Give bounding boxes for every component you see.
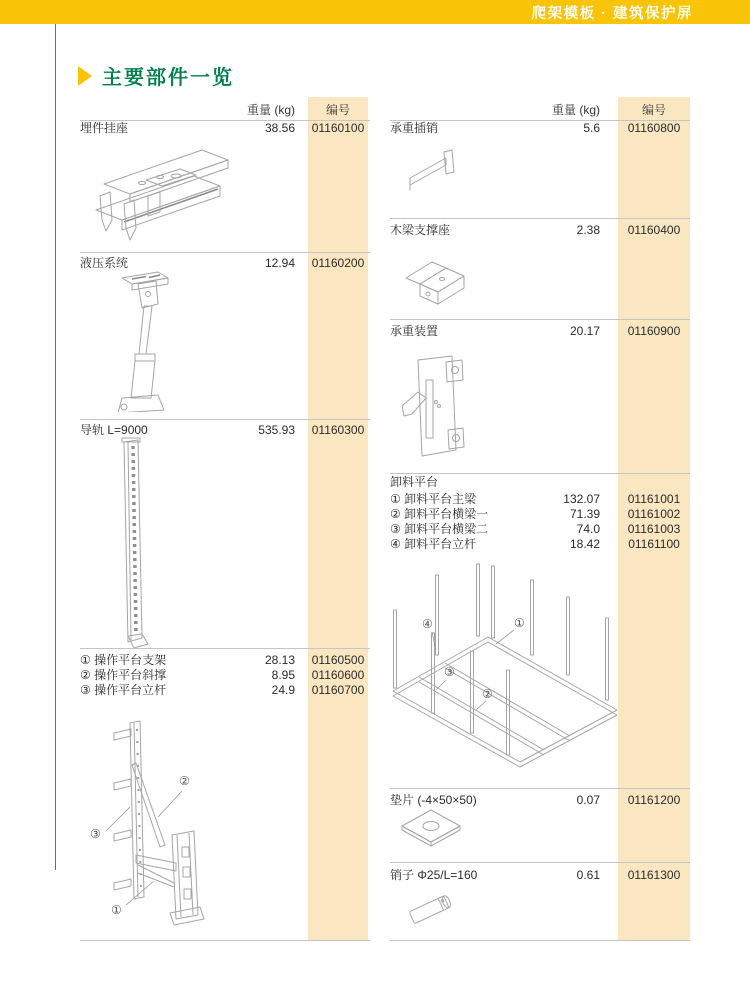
triangle-bullet-icon bbox=[78, 66, 92, 86]
drawing-annotation: ② bbox=[482, 687, 493, 701]
part-code: 01161300 bbox=[627, 868, 681, 882]
part-row bbox=[390, 522, 690, 537]
drawing-annotation: ① bbox=[111, 903, 122, 917]
part-code: 01160700 bbox=[311, 683, 365, 697]
part-weight: 0.07 bbox=[576, 793, 600, 807]
part-row bbox=[390, 793, 690, 808]
part-code: 01161003 bbox=[627, 522, 681, 536]
part-weight: 18.42 bbox=[569, 537, 600, 551]
part-row bbox=[80, 668, 370, 683]
embedded-hanger-bracket-drawing bbox=[84, 136, 244, 248]
shim-plate-drawing bbox=[400, 808, 462, 856]
part-name: 液压系统 bbox=[80, 256, 129, 270]
part-name: ③ 卸料平台横梁二 bbox=[390, 522, 489, 536]
drawing-annotation: ④ bbox=[422, 617, 433, 631]
part-weight: 132.07 bbox=[563, 492, 600, 506]
part-name: ① 卸料平台主梁 bbox=[390, 492, 477, 506]
part-code: 01160600 bbox=[311, 668, 365, 682]
part-code: 01161100 bbox=[628, 537, 680, 551]
part-row bbox=[80, 653, 370, 668]
divider bbox=[390, 940, 690, 941]
load-bearing-device-drawing bbox=[402, 350, 468, 462]
drawing-annotation: ③ bbox=[90, 827, 101, 841]
part-group-title-row bbox=[390, 475, 690, 490]
table-header-row bbox=[80, 97, 370, 120]
part-code: 01160300 bbox=[311, 423, 365, 437]
part-weight: 28.13 bbox=[264, 653, 295, 667]
column-header-weight: 重量 (kg) bbox=[551, 103, 600, 117]
part-name: 承重插销 bbox=[390, 121, 439, 135]
part-row bbox=[390, 868, 690, 883]
column-header-code: 编号 bbox=[325, 103, 350, 117]
part-row bbox=[390, 537, 690, 552]
part-code: 01161001 bbox=[627, 492, 681, 506]
guide-rail-drawing bbox=[102, 436, 164, 652]
part-weight: 24.9 bbox=[271, 683, 295, 697]
part-code: 01160100 bbox=[311, 121, 365, 135]
part-row bbox=[390, 507, 690, 522]
part-name: 木梁支撑座 bbox=[390, 223, 451, 237]
part-weight: 74.0 bbox=[576, 522, 600, 536]
divider bbox=[390, 862, 690, 863]
part-name: ① 操作平台支架 bbox=[80, 653, 167, 667]
part-row bbox=[390, 492, 690, 507]
part-name: 承重装置 bbox=[390, 324, 439, 338]
part-code: 01161200 bbox=[627, 793, 681, 807]
part-row bbox=[80, 683, 370, 698]
divider bbox=[390, 319, 690, 320]
left-margin-rule bbox=[55, 24, 56, 870]
part-weight: 2.38 bbox=[576, 223, 600, 237]
part-weight: 0.61 bbox=[576, 868, 600, 882]
part-row bbox=[80, 121, 370, 136]
divider bbox=[390, 473, 690, 474]
part-row bbox=[390, 223, 690, 238]
part-weight: 38.56 bbox=[264, 121, 295, 135]
column-header-weight: 重量 (kg) bbox=[246, 103, 295, 117]
part-weight: 8.95 bbox=[271, 668, 295, 682]
part-name: 埋件挂座 bbox=[80, 121, 129, 135]
load-pin-drawing bbox=[406, 148, 466, 198]
divider bbox=[80, 940, 370, 941]
divider bbox=[80, 419, 370, 420]
part-name: ④ 卸料平台立杆 bbox=[390, 537, 477, 551]
part-weight: 5.6 bbox=[583, 121, 600, 135]
part-name: 垫片 (-4×50×50) bbox=[390, 793, 477, 807]
part-name: ② 卸料平台横梁一 bbox=[390, 507, 489, 521]
drawing-annotation: ① bbox=[514, 616, 525, 630]
divider bbox=[80, 252, 370, 253]
hydraulic-system-drawing bbox=[108, 270, 178, 412]
part-name: ③ 操作平台立杆 bbox=[80, 683, 167, 697]
part-weight: 535.93 bbox=[258, 423, 295, 437]
part-group-title: 卸料平台 bbox=[390, 475, 439, 489]
part-row bbox=[80, 256, 370, 271]
part-code: 01160200 bbox=[311, 256, 365, 270]
table-header-row bbox=[390, 97, 690, 120]
part-name: ② 操作平台斜撑 bbox=[80, 668, 167, 682]
section-title-text: 主要部件一览 bbox=[102, 67, 234, 89]
code-column-band bbox=[308, 97, 368, 941]
divider bbox=[390, 218, 690, 219]
part-weight: 12.94 bbox=[264, 256, 295, 270]
part-code: 01160900 bbox=[627, 324, 681, 338]
column-header-code: 编号 bbox=[641, 103, 666, 117]
drawing-annotation: ③ bbox=[444, 665, 455, 679]
part-name: 销子 Φ25/L=160 bbox=[390, 868, 478, 882]
page-header-title: 爬架模板 · 建筑保护屏 bbox=[531, 5, 693, 22]
drawing-annotation: ② bbox=[179, 774, 190, 788]
work-platform-bracket-drawing bbox=[86, 705, 221, 940]
pin-drawing bbox=[404, 882, 460, 934]
part-row bbox=[390, 324, 690, 339]
part-weight: 71.39 bbox=[569, 507, 600, 521]
page-header-bar bbox=[0, 0, 750, 24]
unloading-platform-drawing bbox=[388, 560, 628, 790]
part-code: 01160500 bbox=[311, 653, 365, 667]
part-weight: 20.17 bbox=[569, 324, 600, 338]
section-title bbox=[78, 61, 234, 90]
part-code: 01160800 bbox=[627, 121, 681, 135]
part-code: 01161002 bbox=[627, 507, 681, 521]
part-row bbox=[390, 121, 690, 136]
timber-beam-support-drawing bbox=[402, 250, 472, 306]
part-name: 导轨 L=9000 bbox=[80, 423, 148, 437]
part-code: 01160400 bbox=[627, 223, 681, 237]
